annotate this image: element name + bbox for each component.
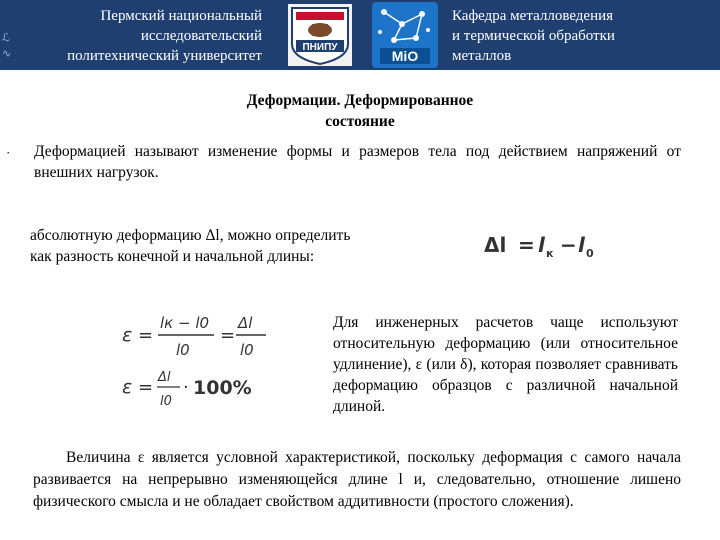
formula-lhs: Δl bbox=[484, 233, 507, 257]
formula-epsilon: ε bbox=[122, 376, 133, 398]
pnipu-logo-graphic bbox=[288, 4, 352, 66]
pnipu-logo bbox=[288, 4, 352, 66]
department-name bbox=[452, 6, 712, 66]
mio-logo-graphic bbox=[372, 2, 438, 68]
mio-logo-text: MiO bbox=[391, 48, 419, 64]
formula-percent: 100% bbox=[193, 377, 252, 399]
formula-equals: = bbox=[138, 377, 154, 398]
university-line: политехнический университет bbox=[67, 48, 262, 64]
formula-numerator-delta: Δl bbox=[158, 370, 171, 385]
slide-title-line: Деформации. Деформированное bbox=[246, 92, 474, 109]
definition-text: Деформацией называют изменение формы и размеров тела под действием напряжений от внешних нагрузок. bbox=[34, 143, 681, 181]
absolute-deformation-line: как разность конечной и начальной длины: bbox=[30, 248, 315, 265]
department-line: и термической обработки bbox=[452, 28, 615, 44]
absolute-deformation-line: абсолютную деформацию Δl, можно определить bbox=[30, 227, 351, 244]
formula-numerator-delta: Δl bbox=[238, 314, 253, 332]
formula-epsilon-percent bbox=[120, 366, 270, 410]
formula-sub-0: 0 bbox=[586, 247, 594, 260]
department-line: Кафедра металловедения bbox=[452, 8, 614, 24]
university-name bbox=[0, 6, 262, 66]
formula-equals: = bbox=[138, 325, 154, 346]
absolute-deformation-text bbox=[30, 225, 410, 267]
side-mark: ∿ bbox=[2, 48, 12, 60]
formula-denominator: l0 bbox=[160, 394, 172, 409]
formula-minus: − bbox=[560, 233, 577, 257]
formula-l: l bbox=[538, 233, 545, 257]
university-line: исследовательский bbox=[140, 28, 262, 44]
bullet-marker: · bbox=[6, 145, 11, 160]
formula-equals: = bbox=[518, 233, 535, 257]
header-band bbox=[0, 0, 720, 70]
university-line: Пермский национальный bbox=[100, 8, 262, 24]
formula-l: l bbox=[578, 233, 585, 257]
formula-numerator: lк − l0 bbox=[160, 314, 210, 332]
formula-delta-l bbox=[480, 225, 610, 265]
formula-denominator: l0 bbox=[176, 341, 190, 359]
pnipu-logo-text: ПНИПУ bbox=[302, 42, 338, 53]
department-line: металлов bbox=[452, 48, 512, 64]
formula-mult: · bbox=[183, 377, 189, 398]
formula-epsilon-ratio bbox=[120, 308, 280, 363]
engineering-text: Для инженерных расчетов чаще используют относительную деформацию (или относительное удлинение), ε (или δ), которая позволяет сравнивать деформацию образцов с различной начальной длиной. bbox=[333, 314, 678, 415]
conclusion-paragraph: Величина ε является условной характеристикой, поскольку деформация с самого начала развивается на непрерывно изменяющейся длине l и, следовательно, отношение лишено физического смысла и не обладает свойством аддитивности (простого сложения). bbox=[33, 449, 681, 510]
formula-sub-k: к bbox=[546, 247, 554, 260]
formula-epsilon: ε bbox=[122, 324, 133, 346]
mio-logo bbox=[372, 2, 438, 68]
formula-equals: = bbox=[220, 325, 236, 346]
side-mark: ℒ bbox=[2, 32, 10, 44]
formula-denominator: l0 bbox=[240, 341, 254, 359]
slide-title-line: состояние bbox=[325, 113, 395, 130]
slide-title bbox=[150, 90, 570, 132]
